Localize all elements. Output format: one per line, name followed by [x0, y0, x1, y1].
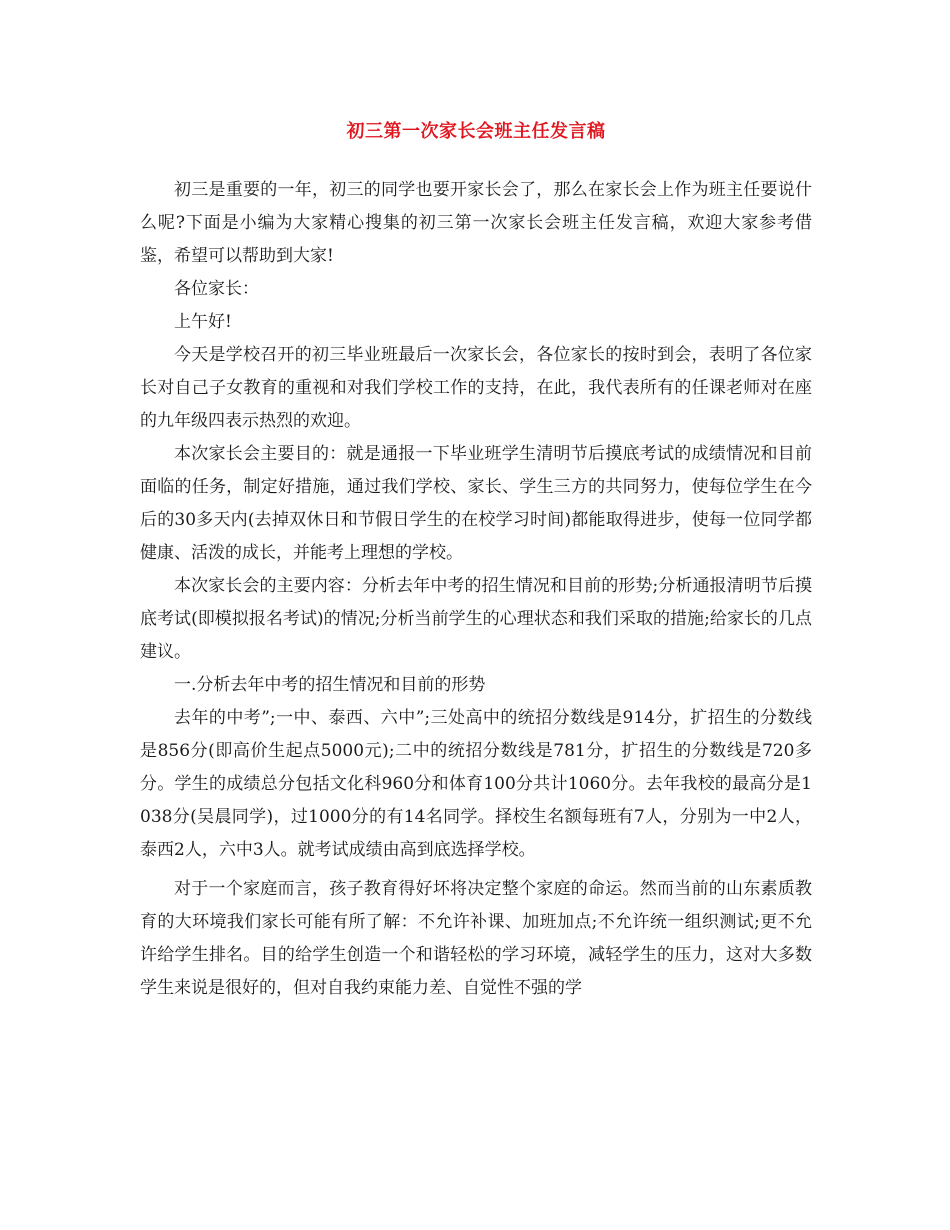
paragraph-welcome: 今天是学校召开的初三毕业班最后一次家长会，各位家长的按时到会，表明了各位家长对自己子女教育的重视和对我们学校工作的支持，在此，我代表所有的任课老师对在座的九年级四表示热烈的欢迎。 — [140, 345, 812, 431]
document-title: 初三第一次家长会班主任发言稿 — [346, 121, 606, 142]
paragraph-greeting: 上午好! — [174, 312, 232, 332]
paragraph-salutation: 各位家长： — [174, 279, 259, 299]
section-heading-1: 一.分析去年中考的招生情况和目前的形势 — [174, 675, 486, 695]
paragraph-content: 本次家长会的主要内容：分析去年中考的招生情况和目前的形势;分析通报清明节后摸底考试(即模拟报名考试)的情况;分析当前学生的心理状态和我们采取的措施;给家长的几点建议。 — [140, 576, 812, 662]
paragraph-intro: 初三是重要的一年，初三的同学也要开家长会了，那么在家长会上作为班主任要说什么呢?下面是小编为大家精心搜集的初三第一次家长会班主任发言稿，欢迎大家参考借鉴，希望可以帮助到大家! — [140, 180, 812, 266]
document-page — [140, 118, 812, 1005]
paragraph-purpose: 本次家长会主要目的：就是通报一下毕业班学生清明节后摸底考试的成绩情况和目前面临的任务，制定好措施，通过我们学校、家长、学生三方的共同努力，使每位学生在今后的30多天内(去掉双休日和节假日学生的在校学习时间)都能取得进步，使每一位同学都健康、活泼的成长，并能考上理想的学校。 — [140, 444, 812, 563]
paragraph-last-year-exam: 去年的中考”;一中、泰西、六中”;三处高中的统招分数线是914分，扩招生的分数线是856分(即高价生起点5000元);二中的统招分数线是781分，扩招生的分数线是720多分。学生的成绩总分包括文化科960分和体育100分共计1060分。去年我校的最高分是1038分(吴晨同学)，过1000分的有14名同学。择校生名额每班有7人，分别为一中2人，泰西2人，六中3人。就考试成绩由高到底选择学校。 — [140, 708, 812, 860]
paragraph-family-education: 对于一个家庭而言，孩子教育得好坏将决定整个家庭的命运。然而当前的山东素质教育的大环境我们家长可能有所了解：不允许补课、加班加点;不允许统一组织测试;更不允许给学生排名。目的给学生创造一个和谐轻松的学习环境，减轻学生的压力，这对大多数学生来说是很好的，但对自我约束能力差、自觉性不强的学 — [140, 879, 812, 998]
